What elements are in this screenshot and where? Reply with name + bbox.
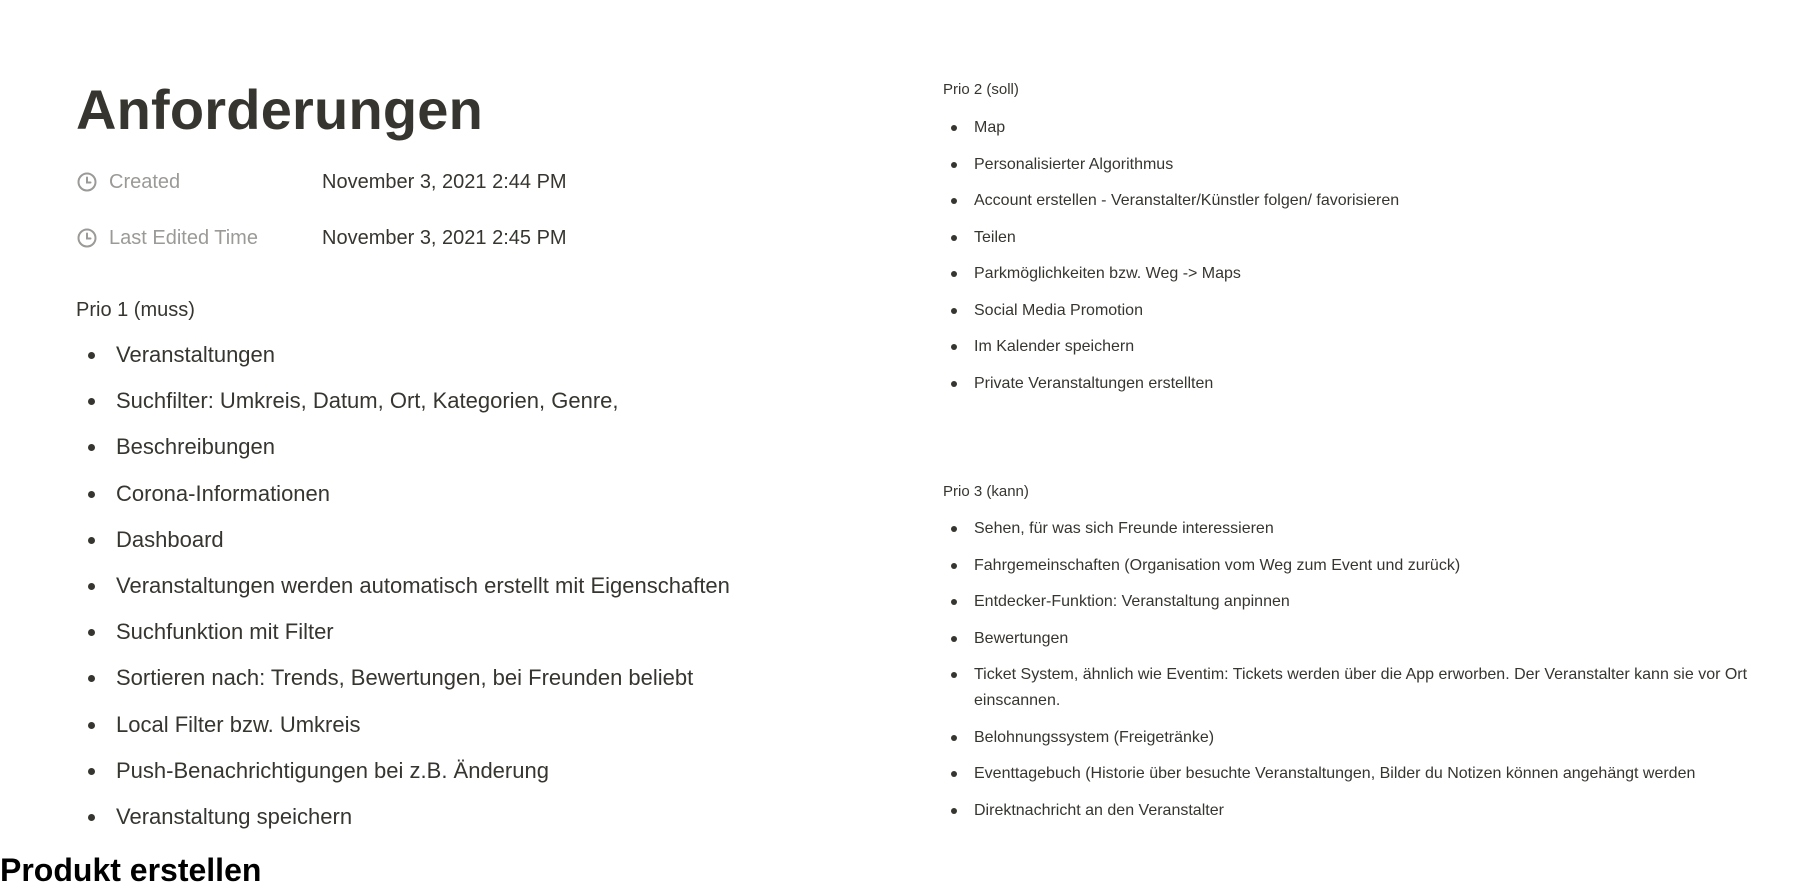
bullet-icon <box>951 526 957 532</box>
list-item[interactable] <box>76 477 730 523</box>
list-item-text: Veranstaltungen werden automatisch erstellt mit Eigenschaften <box>116 572 730 598</box>
list-item[interactable] <box>76 523 730 569</box>
prio-3-heading[interactable]: Prio 3 (kann) <box>943 483 1029 500</box>
list-item-text: Private Veranstaltungen erstellten <box>974 374 1214 392</box>
list-item-text: Entdecker-Funktion: Veranstaltung anpinnen <box>974 593 1290 610</box>
clipped-section-heading[interactable]: Produkt erstellen <box>0 852 262 888</box>
property-last-edited-time[interactable] <box>76 221 567 255</box>
list-item-text: Map <box>974 119 1006 136</box>
list-item-text: Push-Benachrichtigungen bei z.B. Änderung <box>116 757 549 783</box>
left-column <box>76 0 856 866</box>
bullet-icon <box>951 198 957 204</box>
bullet-icon <box>951 381 957 387</box>
list-item-text: Veranstaltungen <box>116 342 276 367</box>
property-label <box>76 171 322 194</box>
bullet-icon <box>88 491 95 498</box>
property-label-text: Last Edited Time <box>109 226 258 249</box>
prio-2-heading[interactable]: Prio 2 (soll) <box>943 81 1019 98</box>
list-item[interactable] <box>940 516 1760 542</box>
list-item-text: Veranstaltung speichern <box>116 803 353 829</box>
list-item[interactable] <box>940 761 1760 787</box>
bullet-icon <box>88 814 95 821</box>
prio-1-heading[interactable]: Prio 1 (muss) <box>76 299 195 321</box>
right-column <box>940 0 1770 866</box>
list-item-text: Social Media Promotion <box>974 301 1143 319</box>
bullet-icon <box>951 771 957 777</box>
bullet-icon <box>88 444 95 451</box>
list-item[interactable] <box>76 708 730 754</box>
bullet-icon <box>951 308 957 314</box>
bullet-icon <box>951 636 957 642</box>
list-item[interactable] <box>940 188 1760 214</box>
bullet-icon <box>951 672 957 678</box>
bullet-icon <box>951 235 957 241</box>
list-item[interactable] <box>940 662 1760 714</box>
bullet-icon <box>951 563 957 569</box>
bullet-icon <box>951 271 957 277</box>
list-item[interactable] <box>76 338 730 384</box>
list-item[interactable] <box>76 430 730 476</box>
bullet-icon <box>88 722 95 729</box>
bullet-icon <box>951 125 957 131</box>
bullet-icon <box>88 537 95 544</box>
bullet-icon <box>88 398 95 405</box>
list-item[interactable] <box>940 725 1760 751</box>
bullet-icon <box>951 162 957 168</box>
list-item-text: Beschreibungen <box>116 434 276 460</box>
list-item[interactable] <box>940 626 1760 652</box>
list-item[interactable] <box>940 798 1760 824</box>
prio-1-list <box>76 338 730 846</box>
list-item-text: Ticket System, ähnlich wie Eventim: Tickets werden über die App erworben. Der Veranstalter kann sie vor Ort einscannen. <box>974 666 1748 709</box>
list-item-text: Dashboard <box>116 526 224 552</box>
list-item-text: Eventtagebuch (Historie über besuchte Veranstaltungen, Bilder du Notizen können angehängt werden <box>974 765 1696 782</box>
list-item[interactable] <box>940 225 1760 251</box>
bullet-icon <box>951 344 957 350</box>
property-label <box>76 227 322 250</box>
list-item-text: Account erstellen - Veranstalter/Künstler folgen/ favorisieren <box>974 192 1400 209</box>
list-item[interactable] <box>76 615 730 661</box>
page-title[interactable]: Anforderungen <box>76 78 484 141</box>
list-item-text: Bewertungen <box>974 629 1069 647</box>
list-item[interactable] <box>940 298 1760 324</box>
list-item[interactable] <box>940 152 1760 178</box>
property-value: November 3, 2021 2:45 PM <box>322 226 567 249</box>
list-item-text: Im Kalender speichern <box>974 338 1135 355</box>
bullet-icon <box>88 352 95 359</box>
property-label-text: Created <box>109 170 181 193</box>
list-item-text: Fahrgemeinschaften (Organisation vom Weg zum Event und zurück) <box>974 556 1461 574</box>
property-created[interactable] <box>76 165 567 199</box>
list-item-text: Sortieren nach: Trends, Bewertungen, bei Freunden beliebt <box>116 665 694 691</box>
list-item[interactable] <box>940 553 1760 579</box>
list-item[interactable] <box>76 754 730 800</box>
list-item[interactable] <box>76 569 730 615</box>
clock-icon <box>76 227 98 249</box>
bullet-icon <box>88 675 95 682</box>
prio-2-list <box>940 115 1760 407</box>
list-item-text: Direktnachricht an den Veranstalter <box>974 801 1224 819</box>
list-item-text: Corona-Informationen <box>116 480 331 506</box>
list-item[interactable] <box>940 261 1760 287</box>
bullet-icon <box>88 768 95 775</box>
list-item-text: Personalisierter Algorithmus <box>974 155 1174 173</box>
bullet-icon <box>951 735 957 741</box>
list-item[interactable] <box>76 661 730 707</box>
bullet-icon <box>88 583 95 590</box>
list-item-text: Suchfunktion mit Filter <box>116 619 334 645</box>
list-item-text: Teilen <box>974 228 1016 246</box>
prio-3-list <box>940 516 1760 834</box>
property-value: November 3, 2021 2:44 PM <box>322 170 567 193</box>
list-item-text: Sehen, für was sich Freunde interessieren <box>974 520 1274 537</box>
list-item[interactable] <box>76 800 730 846</box>
list-item[interactable] <box>940 589 1760 615</box>
bullet-icon <box>951 808 957 814</box>
list-item-text: Belohnungssystem (Freigetränke) <box>974 728 1215 746</box>
list-item[interactable] <box>940 371 1760 397</box>
bullet-icon <box>951 599 957 605</box>
clock-icon <box>76 171 98 193</box>
list-item[interactable] <box>940 115 1760 141</box>
list-item[interactable] <box>940 334 1760 360</box>
list-item-text: Local Filter bzw. Umkreis <box>116 711 361 737</box>
list-item-text: Suchfilter: Umkreis, Datum, Ort, Kategorien, Genre, <box>116 388 619 414</box>
bullet-icon <box>88 629 95 636</box>
list-item-text: Parkmöglichkeiten bzw. Weg -> Maps <box>974 265 1241 282</box>
list-item[interactable] <box>76 384 730 430</box>
